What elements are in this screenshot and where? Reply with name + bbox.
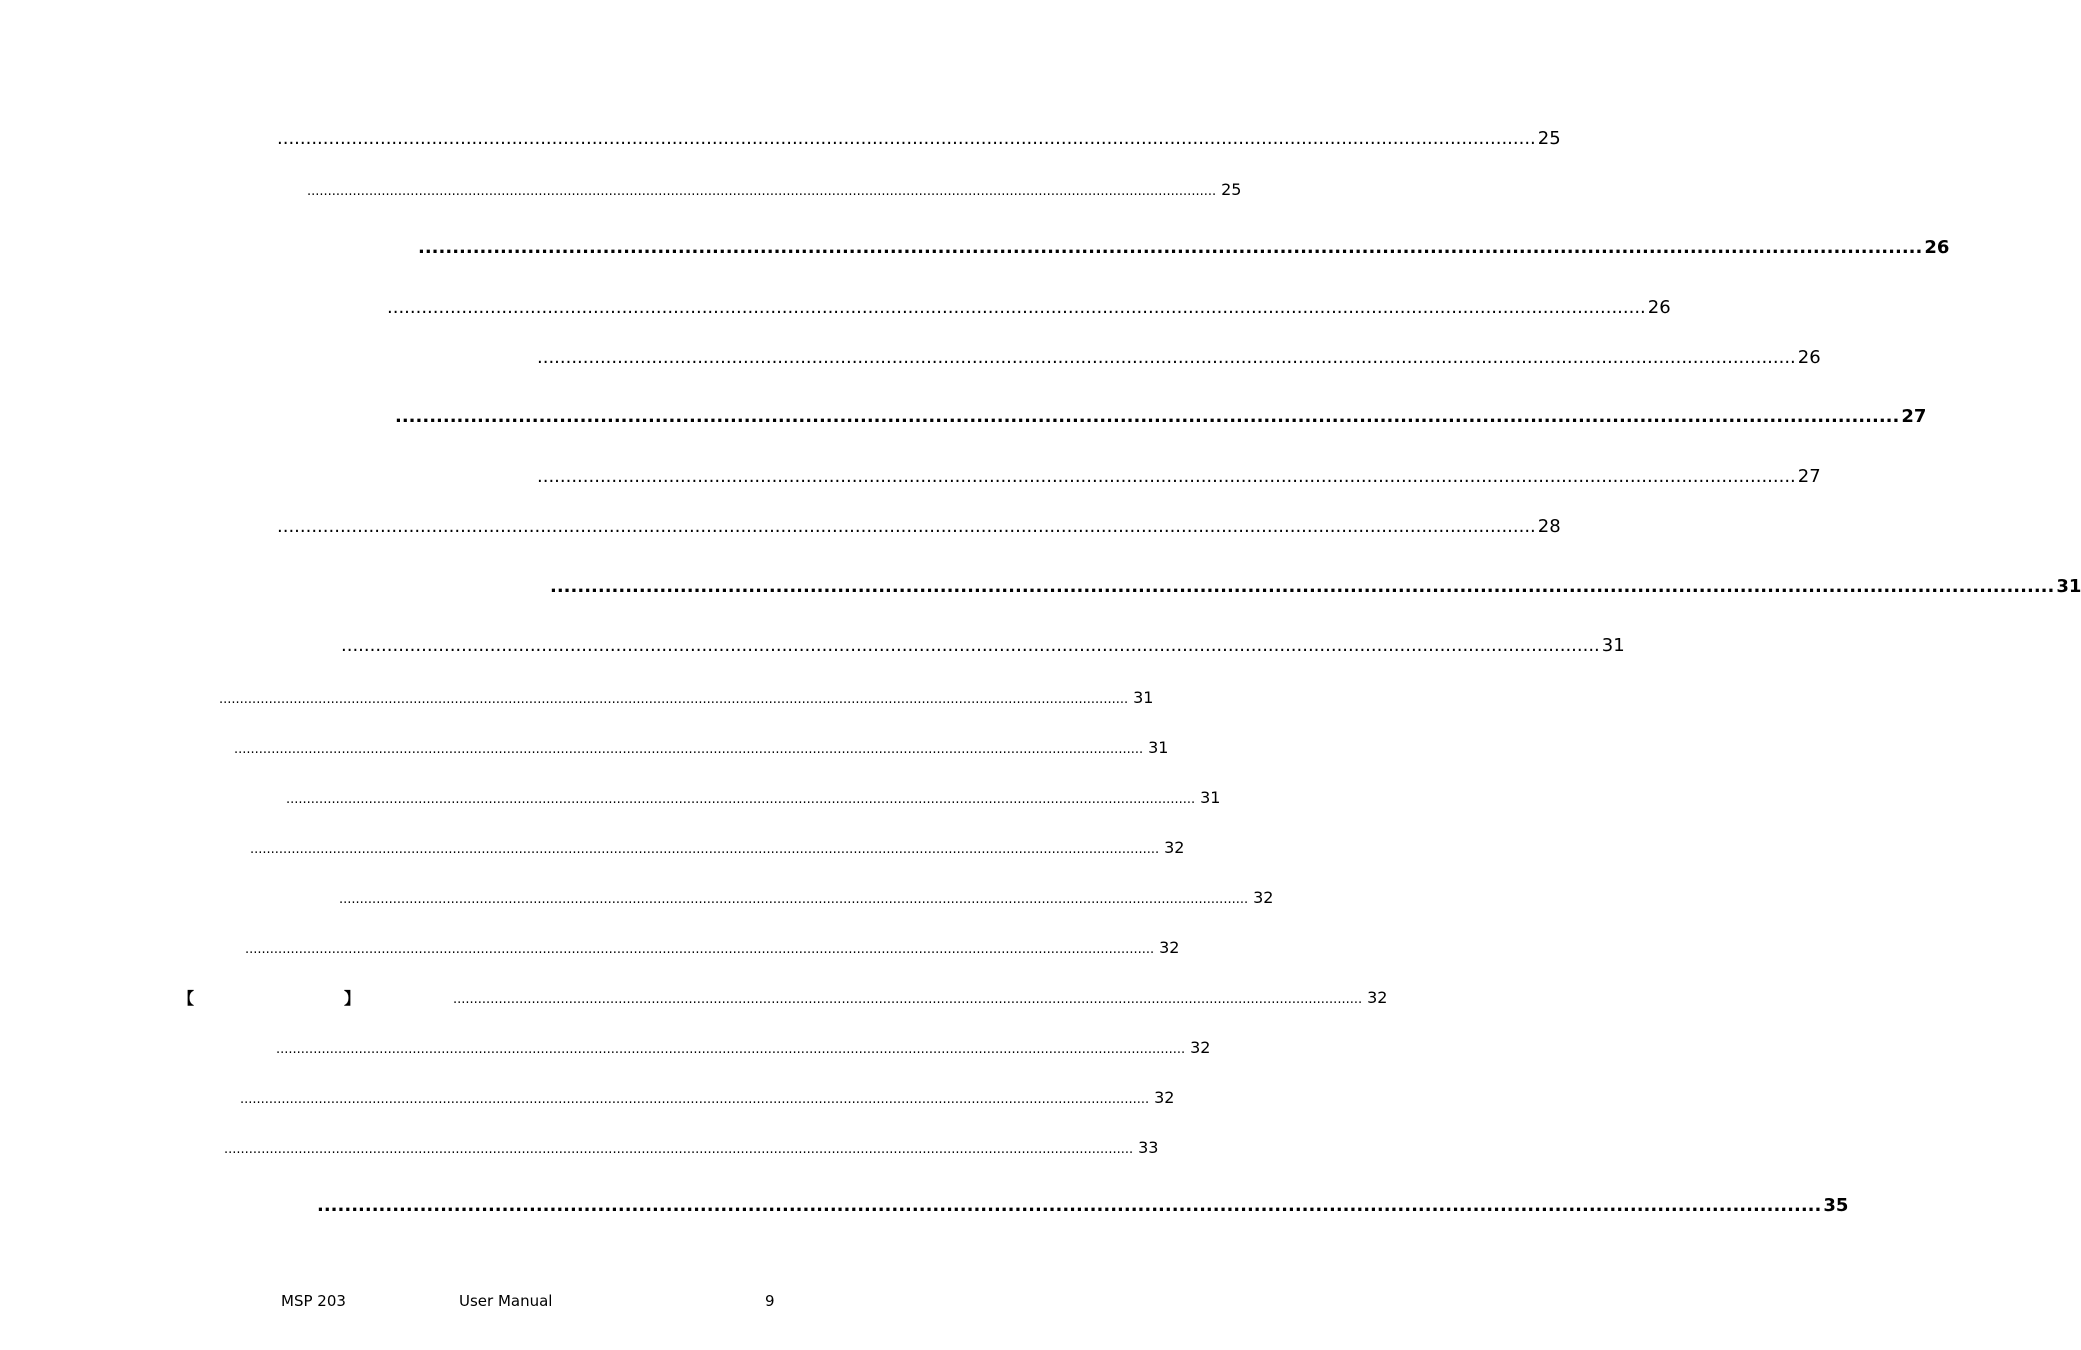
dot-leader: ............................................................................................................................................................................................................................ — [234, 742, 1144, 757]
toc-entry[interactable] — [537, 466, 1821, 487]
toc-entry[interactable] — [277, 128, 1561, 149]
dot-leader: ............................................................................................................................................................................................................................ — [286, 792, 1196, 807]
toc-entry[interactable] — [395, 406, 1927, 427]
toc-page-number: 31 — [1200, 788, 1221, 807]
dot-leader: ............................................................................................................................................................................................................................ — [453, 992, 1363, 1007]
toc-entry[interactable] — [341, 635, 1625, 656]
dot-leader: ............................................................................................................................................................................................................................ — [317, 1195, 1822, 1216]
toc-entry[interactable] — [219, 688, 1154, 707]
dot-leader: ............................................................................................................................................................................................................................ — [277, 516, 1536, 537]
toc-page-number: 31 — [1601, 635, 1625, 656]
toc-page-number: 31 — [1133, 688, 1154, 707]
toc-page-number: 25 — [1221, 180, 1242, 199]
footer-model: MSP 203 — [281, 1292, 346, 1310]
toc-page-number: 27 — [1797, 466, 1821, 487]
toc-entry[interactable] — [286, 788, 1221, 807]
toc-entry[interactable] — [317, 1195, 1849, 1216]
toc-page-number: 27 — [1901, 406, 1927, 427]
toc-page-number: 31 — [2056, 576, 2081, 597]
toc-page-number: 35 — [1823, 1195, 1849, 1216]
footer-doc-title: User Manual — [459, 1292, 553, 1310]
toc-page-number: 31 — [1148, 738, 1169, 757]
toc-page-number: 32 — [1154, 1088, 1175, 1107]
footer-page-number: 9 — [765, 1292, 775, 1310]
dot-leader: ............................................................................................................................................................................................................................ — [387, 297, 1646, 318]
dot-leader: ............................................................................................................................................................................................................................ — [537, 347, 1796, 368]
dot-leader: ............................................................................................................................................................................................................................ — [245, 942, 1155, 957]
toc-entry[interactable] — [276, 1038, 1211, 1057]
toc-entry[interactable] — [418, 237, 1950, 258]
toc-entry[interactable] — [240, 1088, 1175, 1107]
toc-entry[interactable] — [307, 180, 1242, 199]
toc-page-number: 26 — [1647, 297, 1671, 318]
toc-page-number: 32 — [1159, 938, 1180, 957]
dot-leader: ............................................................................................................................................................................................................................ — [307, 184, 1217, 199]
toc-entry[interactable] — [339, 888, 1274, 907]
open-bracket: 【 — [178, 989, 195, 1008]
toc-entry[interactable] — [387, 297, 1671, 318]
toc-page-number: 32 — [1253, 888, 1274, 907]
toc-page-number: 26 — [1797, 347, 1821, 368]
toc-entry[interactable] — [550, 576, 2081, 597]
toc-page-number: 26 — [1924, 237, 1950, 258]
dot-leader: ............................................................................................................................................................................................................................ — [276, 1042, 1186, 1057]
dot-leader: ............................................................................................................................................................................................................................ — [277, 128, 1536, 149]
dot-leader: ............................................................................................................................................................................................................................ — [250, 842, 1160, 857]
toc-page-number: 28 — [1537, 516, 1561, 537]
toc-entry[interactable] — [277, 516, 1561, 537]
dot-leader: ............................................................................................................................................................................................................................ — [219, 692, 1129, 707]
dot-leader: ............................................................................................................................................................................................................................ — [395, 406, 1900, 427]
dot-leader: ............................................................................................................................................................................................................................ — [341, 635, 1600, 656]
toc-entry[interactable] — [234, 738, 1169, 757]
dot-leader: ............................................................................................................................................................................................................................ — [240, 1092, 1150, 1107]
dot-leader: ............................................................................................................................................................................................................................ — [224, 1142, 1134, 1157]
dot-leader: ............................................................................................................................................................................................................................ — [550, 576, 2055, 597]
toc-page-number: 32 — [1164, 838, 1185, 857]
toc-page-number: 25 — [1537, 128, 1561, 149]
toc-page-number: 33 — [1138, 1138, 1159, 1157]
toc-entry[interactable] — [537, 347, 1821, 368]
dot-leader: ............................................................................................................................................................................................................................ — [537, 466, 1796, 487]
dot-leader: ............................................................................................................................................................................................................................ — [339, 892, 1249, 907]
close-bracket: 】 — [344, 989, 361, 1008]
toc-entry[interactable] — [453, 988, 1388, 1007]
toc-page-number: 32 — [1367, 988, 1388, 1007]
toc-entry[interactable] — [224, 1138, 1159, 1157]
toc-entry[interactable] — [250, 838, 1185, 857]
dot-leader: ............................................................................................................................................................................................................................ — [418, 237, 1923, 258]
toc-page-number: 32 — [1190, 1038, 1211, 1057]
toc-entry[interactable] — [245, 938, 1180, 957]
